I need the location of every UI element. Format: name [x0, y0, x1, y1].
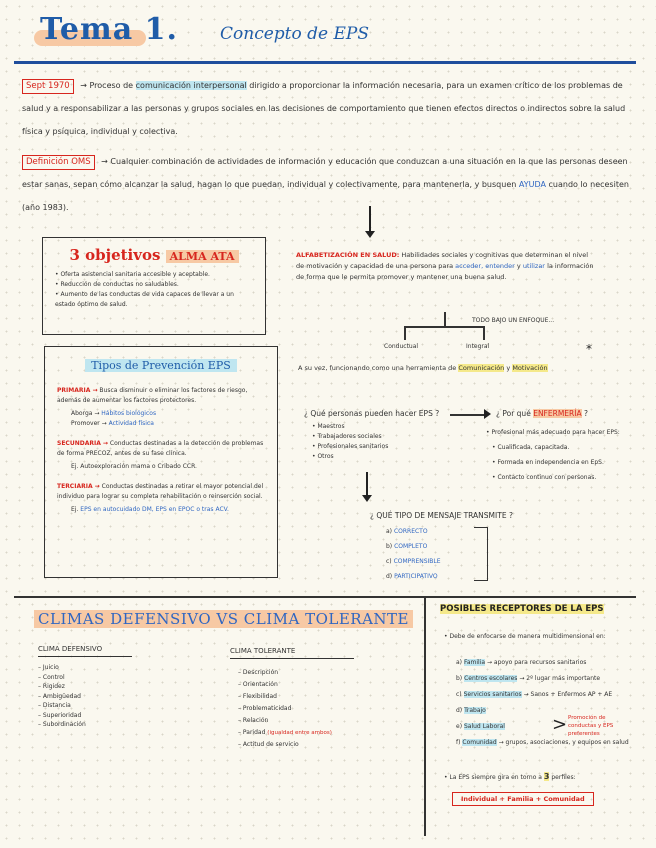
list-item: • Maestros	[312, 422, 388, 432]
list-item: d) Trabajo	[456, 707, 486, 714]
receptores-intro: • Debe de enfocarse de manera multidimensional en:	[444, 633, 606, 640]
mensaje-list	[386, 527, 441, 582]
date-tag: Sept 1970	[22, 79, 74, 94]
list-item: • Profesionales sanitarios	[312, 442, 388, 452]
page-subtitle: Concepto de EPS	[220, 24, 369, 44]
list-item: • Reducción de conductas no saludables.	[55, 280, 255, 290]
list-item: • Trabajadores sociales	[312, 432, 388, 442]
ayuda-word: AYUDA	[518, 180, 546, 189]
prevencion-box	[44, 346, 278, 578]
clima-tolerante-title: CLIMA TOLERANTE	[230, 646, 354, 659]
highlight-term: comunicación interpersonal	[135, 81, 247, 90]
herramienta-line: A su vez, funcionando como una herramienta de Comunicación y Motivación	[298, 364, 548, 372]
objetivos-box	[42, 237, 266, 335]
list-item: – Subordinación	[38, 720, 132, 730]
list-item: c) COMPRENSIBLE	[386, 558, 441, 565]
list-item: d) PARTICIPATIVO	[386, 573, 438, 580]
integral-label: Integral	[466, 343, 490, 350]
prevencion-title: Tipos de Prevención EPS	[45, 359, 277, 372]
list-item: b) COMPLETO	[386, 543, 428, 550]
quien-question: ¿ Qué personas pueden hacer EPS ?	[304, 409, 440, 418]
star-icon: *	[586, 342, 592, 356]
list-item: – Rigidez	[38, 682, 132, 692]
section-divider	[14, 596, 636, 598]
receptores-title: POSIBLES RECEPTORES DE LA EPS	[440, 604, 604, 614]
list-item: – Superioridad	[38, 711, 132, 721]
enfermeria-question: ¿ Por qué ENFERMERÍA ?	[496, 409, 588, 418]
list-item: f) Comunidad → grupos, asociaciones, y equipos en salud	[456, 739, 629, 746]
clima-tolerante	[230, 646, 354, 751]
list-item: – Actitud de servicio	[238, 739, 354, 751]
list-item: – Problematicidad	[238, 703, 354, 715]
page-title: Tema 1.	[40, 12, 178, 47]
enfoque-label: TODO BAJO UN ENFOQUE...	[472, 317, 555, 324]
list-item: – Control	[38, 673, 132, 683]
list-item: • Aumento de las conductas de vida capaces de llevar a un estado óptimo de salud.	[55, 290, 255, 310]
list-item: – Descripción	[238, 667, 354, 679]
list-item: • Oferta asistencial sanitaria accesible y aceptable.	[55, 270, 255, 280]
column-divider	[424, 596, 426, 836]
list-item: a) Familia → apoyo para recursos sanitarios	[456, 659, 587, 666]
header-rule	[14, 61, 636, 64]
receptores-foot: • La EPS siempre gira en torno a 3 perfiles:	[444, 772, 576, 781]
primaria-block: PRIMARIA → Busca disminuir o eliminar los factores de riesgo, además de aumentar los factores protectores. Aborga → Hábitos biológicos Promover → Actividad física	[57, 387, 248, 427]
tree-bar	[404, 326, 484, 328]
brace-icon: >	[552, 714, 568, 735]
alfabetizacion-block: ALFABETIZACIÓN EN SALUD: Habilidades sociales y cognitivas que determinan el nivel de motivación y capacidad de una persona para acceder, entender y utilizar la información de forma que le permita promover y mantener una buena salud.	[296, 251, 594, 281]
arrow-down-icon	[366, 472, 368, 500]
enfermeria-list	[486, 428, 636, 483]
tree-stem	[444, 312, 446, 326]
objetivos-title: 3 objetivos ALMA ATA	[43, 246, 265, 264]
definition-oms: Definición OMS → Cualquier combinación de actividades de información y educación que conduzcan a una situación en la que las personas deseen estar sanas, sepan cómo alcanzar la salud, hagan lo que puedan, individual y colectivamente, para mantenerla, y busquen AYUDA cuando lo necesiten (año 1983).	[22, 157, 629, 212]
clima-tolerante-list	[238, 667, 354, 751]
list-item: – Orientación	[238, 679, 354, 691]
clima-defensivo	[38, 644, 132, 730]
tree-left	[404, 326, 406, 340]
quien-list	[312, 422, 388, 462]
list-item: b) Centros escolares → 2º lugar más importante	[456, 675, 601, 682]
terciaria-block: TERCIARIA → Conductas destinadas a retirar el mayor potencial del individuo para lograr su completa rehabilitación o reinserción social. Ej. EPS en autocuidado DM, EPS en EPOC o tras ACV.	[57, 483, 264, 513]
secundaria-block: SECUNDARIA → Conductas destinadas a la detección de problemas de forma PRECOZ, antes de su fase clínica. Ej. Autoexploración mama o Cribado CCR.	[57, 440, 264, 470]
definition-1970: Sept 1970 → Proceso de comunicación interpersonal dirigido a proporcionar la información necesaria, para un examen crítico de los problemas de salud y a responsabilizar a las personas y grupos sociales en las decisiones de comportamiento que tienen efectos directos o indirectos sobre la salud física y psíquica, individual y colectiva.	[22, 81, 626, 136]
list-item: • Formada en independencia en EpS.	[492, 459, 604, 466]
list-item: – Relación	[238, 715, 354, 727]
brace-note: Promoción de conductas y EPS preferentes	[568, 715, 614, 737]
objetivos-list	[55, 270, 255, 310]
list-item: c) Servicios sanitarios → Sanos + Enfermos AP + AE	[456, 691, 613, 698]
list-item: • Otros	[312, 452, 388, 462]
list-item: • Cualificada, capacitada.	[492, 444, 570, 451]
conductual-label: Conductual	[384, 343, 419, 350]
list-item: – Distancia	[38, 701, 132, 711]
arrow-right-icon	[484, 409, 491, 419]
tree-right	[483, 326, 485, 340]
arrow-right-line	[450, 414, 486, 416]
list-item: a) CORRECTO	[386, 528, 428, 535]
alfabetizacion-title: ALFABETIZACIÓN EN SALUD:	[296, 251, 400, 259]
list-item: – Paridad (igualdad entre ambos)	[238, 727, 354, 739]
list-item: • Contacto continuo con personas.	[492, 474, 597, 481]
clima-defensivo-list	[38, 663, 132, 730]
list-item: – Juicio	[38, 663, 132, 673]
list-item: – Flexibilidad	[238, 691, 354, 703]
list-item: e) Salud Laboral	[456, 723, 505, 730]
arrow-down-icon	[369, 206, 371, 236]
climas-title: CLIMAS DEFENSIVO VS CLIMA TOLERANTE	[34, 610, 413, 628]
mensaje-bracket	[474, 527, 488, 581]
mensaje-question: ¿ QUÉ TIPO DE MENSAJE TRANSMITE ?	[370, 511, 513, 520]
oms-tag: Definición OMS	[22, 155, 95, 170]
list-item: • Profesional más adecuado para hacer EPS:	[486, 429, 620, 436]
clima-defensivo-title: CLIMA DEFENSIVO	[38, 644, 132, 657]
list-item: – Ambigüedad	[38, 692, 132, 702]
profiles-box: Individual + Familia + Comunidad	[452, 792, 594, 806]
